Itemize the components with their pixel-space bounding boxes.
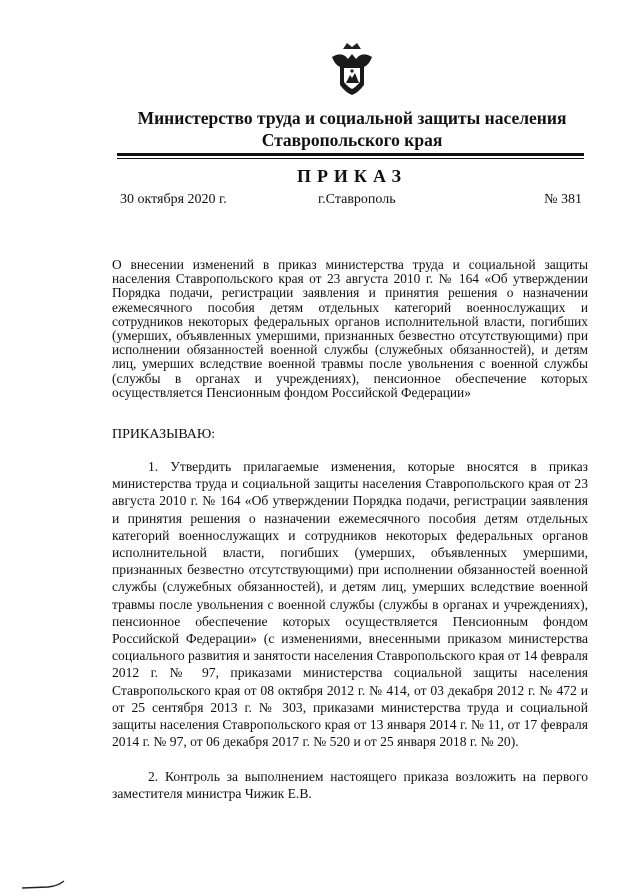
order-title: ПРИКАЗ xyxy=(296,166,408,186)
ministry-name xyxy=(100,107,604,151)
scan-artifact xyxy=(20,879,68,891)
paragraph-1: 1. Утвердить прилагаемые изменения, которые вносятся в приказ министерства труда и социальной защиты населения Ставропольского края от 23 августа 2010 г. № 164 «Об утверждении Порядка подачи, регистрации заявления и принятия решения о назначении ежемесячного пособия детям отдельных категорий военнослужащих и сотрудников некоторых федеральных органов исполнительной власти, погибших (умерших, объявленных умершими, признанных безвестно отсутствующими) при исполнении обязанностей военной службы (служебных обязанностей), и детям лиц, умерших вследствие военной травмы после увольнения с военной службы (службы в органах и учреждениях), пенсионное обеспечение которых осуществляется Пенсионным фондом Российской Федерации» (с изменениями, внесенными приказом министерства социального развития и занятости населения Ставропольского края от 14 февраля 2012 г. № 97, приказами министерства социальной защиты населения Ставропольского края от 08 октября 2012 г. № 414, от 03 декабря 2012 г. № 472 и от 25 сентября 2013 г. № 303, приказами министерства труда и социальной защиты населения Ставропольского края от 13 января 2014 г. № 11, от 17 февраля 2014 г. № 97, от 06 декабря 2017 г. № 520 и от 25 января 2018 г. № 20). xyxy=(112,459,588,750)
order-number: № 381 xyxy=(544,192,582,207)
order-date: 30 октября 2020 г. xyxy=(120,192,227,207)
header-rule-thin xyxy=(117,158,584,159)
header-rule-thick xyxy=(117,153,584,156)
ministry-line-2: Ставропольского края xyxy=(261,130,443,150)
order-city: г.Ставрополь xyxy=(318,192,396,207)
ministry-line-1: Министерство труда и социальной защиты населения xyxy=(137,108,567,128)
coat-of-arms-icon xyxy=(329,40,375,96)
order-subject xyxy=(112,258,588,400)
order-subject-text: О внесении изменений в приказ министерства труда и социальной защиты населения Ставропольского края от 23 августа 2010 г. № 164 «Об утверждении Порядка подачи, регистрации заявления и принятия решения о назначении ежемесячного пособия детям отдельных категорий военнослужащих и сотрудников некоторых федеральных органов исполнительной власти, погибших (умерших, объявленных умершими, признанных безвестно отсутствующими) при исполнении обязанностей военной службы (служебных обязанностей), и детям лиц, умерших вследствие военной травмы после увольнения с военной службы (службы в органах и учреждениях), пенсионное обеспечение которых осуществляется Пенсионным фондом Российской Федерации» xyxy=(112,257,588,400)
paragraph-2: 2. Контроль за выполнением настоящего приказа возложить на первого заместителя министра Чижик Е.В. xyxy=(112,769,588,802)
decree-word: ПРИКАЗЫВАЮ: xyxy=(112,427,216,442)
